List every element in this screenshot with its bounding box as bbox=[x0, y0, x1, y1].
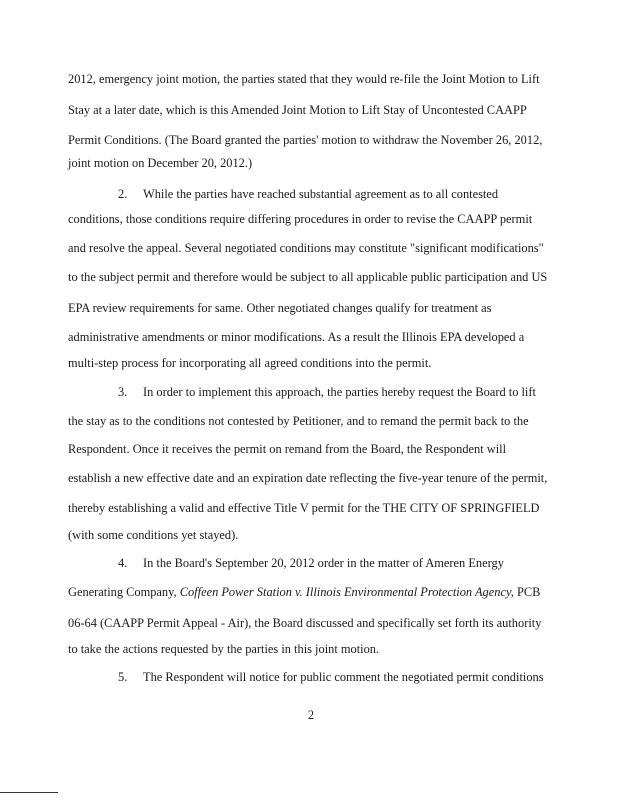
page-number: 2 bbox=[307, 708, 315, 722]
body-line: conditions, those conditions require differing procedures in order to revise the CAAPP permit bbox=[68, 212, 533, 226]
body-line: and resolve the appeal. Several negotiated conditions may constitute "significant modifications" bbox=[68, 241, 544, 255]
body-line: joint motion on December 20, 2012.) bbox=[68, 156, 253, 170]
body-line: While the parties have reached substantial agreement as to all contested bbox=[143, 187, 499, 201]
body-line: Stay at a later date, which is this Amended Joint Motion to Lift Stay of Uncontested CAAPP bbox=[68, 103, 527, 117]
paragraph-number: 5. bbox=[118, 670, 128, 684]
body-line: administrative amendments or minor modifications. As a result the Illinois EPA developed a bbox=[68, 330, 525, 344]
paragraph-number: 2. bbox=[118, 187, 128, 201]
body-line: The Respondent will notice for public comment the negotiated permit conditions bbox=[143, 670, 544, 684]
body-line: to take the actions requested by the parties in this joint motion. bbox=[68, 642, 380, 656]
body-line: multi-step process for incorporating all agreed conditions into the permit. bbox=[68, 356, 432, 370]
body-line: In the Board's September 20, 2012 order in the matter of Ameren Energy bbox=[143, 556, 504, 570]
body-line: establish a new effective date and an expiration date reflecting the five-year tenure of the permit, bbox=[68, 471, 548, 485]
case-name: Coffeen Power Station v. Illinois Environmental Protection Agency, bbox=[179, 585, 514, 599]
footnote-rule bbox=[0, 792, 58, 793]
citation-end: PCB bbox=[513, 585, 541, 599]
body-line: Respondent. Once it receives the permit on remand from the Board, the Respondent will bbox=[68, 442, 507, 456]
body-line: Permit Conditions. (The Board granted the parties' motion to withdraw the November 26, 2012, bbox=[68, 133, 543, 147]
body-line: to the subject permit and therefore would be subject to all applicable public participation and US bbox=[68, 270, 548, 284]
paragraph-number: 3. bbox=[118, 385, 128, 399]
case-citation-line bbox=[68, 585, 540, 599]
citation-start: Generating Company, bbox=[68, 585, 180, 599]
body-line: (with some conditions yet stayed). bbox=[68, 528, 239, 542]
body-line: 06-64 (CAAPP Permit Appeal - Air), the Board discussed and specifically set forth its authority bbox=[68, 616, 542, 630]
body-line: thereby establishing a valid and effective Title V permit for the THE CITY OF SPRINGFIELD bbox=[68, 501, 540, 515]
body-line: the stay as to the conditions not contested by Petitioner, and to remand the permit back to the bbox=[68, 414, 529, 428]
body-line: 2012, emergency joint motion, the parties stated that they would re-file the Joint Motion to Lift bbox=[68, 72, 540, 86]
paragraph-number: 4. bbox=[118, 556, 128, 570]
body-line: EPA review requirements for same. Other negotiated changes qualify for treatment as bbox=[68, 301, 492, 315]
body-line: In order to implement this approach, the parties hereby request the Board to lift bbox=[143, 385, 536, 399]
